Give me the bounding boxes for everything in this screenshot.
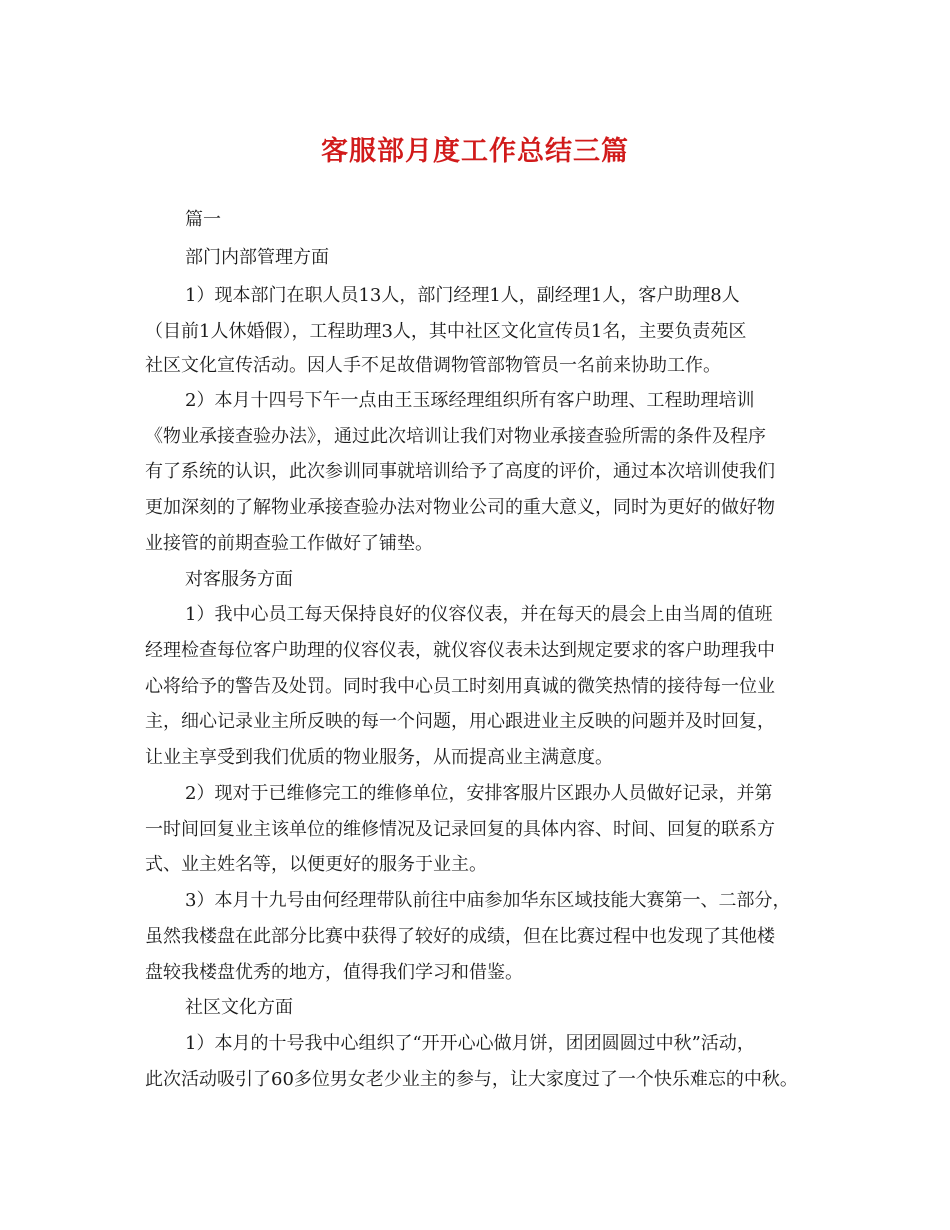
paragraph-line: 经理检查每位客户助理的仪容仪表，就仪容仪表未达到规定要求的客户助理我中 (145, 640, 775, 661)
paragraph-line: 社区文化宣传活动。因人手不足故借调物管部物管员一名前来协助工作。 (145, 355, 721, 376)
paragraph-line: 式、业主姓名等，以便更好的服务于业主。 (145, 854, 487, 875)
paragraph-line: 1）我中心员工每天保持良好的仪容仪表，并在每天的晨会上由当周的值班 (185, 604, 773, 625)
paragraph-line: 主，细心记录业主所反映的每一个问题，用心跟进业主反映的问题并及时回复， (145, 711, 775, 732)
paragraph-line: 2）现对于已维修完工的维修单位，安排客服片区跟办人员做好记录，并第 (185, 783, 773, 804)
paragraph-line: 1）现本部门在职人员13人，部门经理1人，副经理1人，客户助理8人 (185, 285, 740, 306)
subsection-heading: 对客服务方面 (185, 569, 293, 590)
subsection-heading: 社区文化方面 (185, 997, 293, 1018)
paragraph-line: 盘较我楼盘优秀的地方，值得我们学习和借鉴。 (145, 962, 523, 983)
paragraph-line: 业接管的前期查验工作做好了铺垫。 (145, 533, 433, 554)
paragraph-line: 此次活动吸引了60多位男女老少业主的参与，让大家度过了一个快乐难忘的中秋。 (145, 1069, 798, 1090)
paragraph-line: 心将给予的警告及处罚。同时我中心员工时刻用真诚的微笑热情的接待每一位业 (145, 676, 775, 697)
paragraph-line: 更加深刻的了解物业承接查验办法对物业公司的重大意义，同时为更好的做好物 (145, 497, 775, 518)
paragraph-line: 虽然我楼盘在此部分比赛中获得了较好的成绩，但在比赛过程中也发现了其他楼 (145, 926, 775, 947)
paragraph-line: 2）本月十四号下午一点由王玉琢经理组织所有客户助理、工程助理培训 (185, 390, 755, 411)
section-heading: 篇一 (185, 209, 221, 230)
paragraph-line: 1）本月的十号我中心组织了“开开心心做月饼，团团圆圆过中秋”活动， (185, 1033, 755, 1054)
subsection-heading: 部门内部管理方面 (185, 247, 329, 268)
paragraph-line: 《物业承接查验办法》，通过此次培训让我们对物业承接查验所需的条件及程序 (145, 426, 766, 447)
paragraph-line: 让业主享受到我们优质的物业服务，从而提高业主满意度。 (145, 747, 613, 768)
paragraph-line: （目前1人休婚假），工程助理3人，其中社区文化宣传员1名，主要负责苑区 (145, 321, 747, 342)
document-title: 客服部月度工作总结三篇 (321, 136, 629, 167)
paragraph-line: 有了系统的认识，此次参训同事就培训给予了高度的评价，通过本次培训使我们 (145, 461, 775, 482)
paragraph-line: 3）本月十九号由何经理带队前往中庙参加华东区域技能大赛第一、二部分， (185, 890, 791, 911)
paragraph-line: 一时间回复业主该单位的维修情况及记录回复的具体内容、时间、回复的联系方 (145, 819, 775, 840)
